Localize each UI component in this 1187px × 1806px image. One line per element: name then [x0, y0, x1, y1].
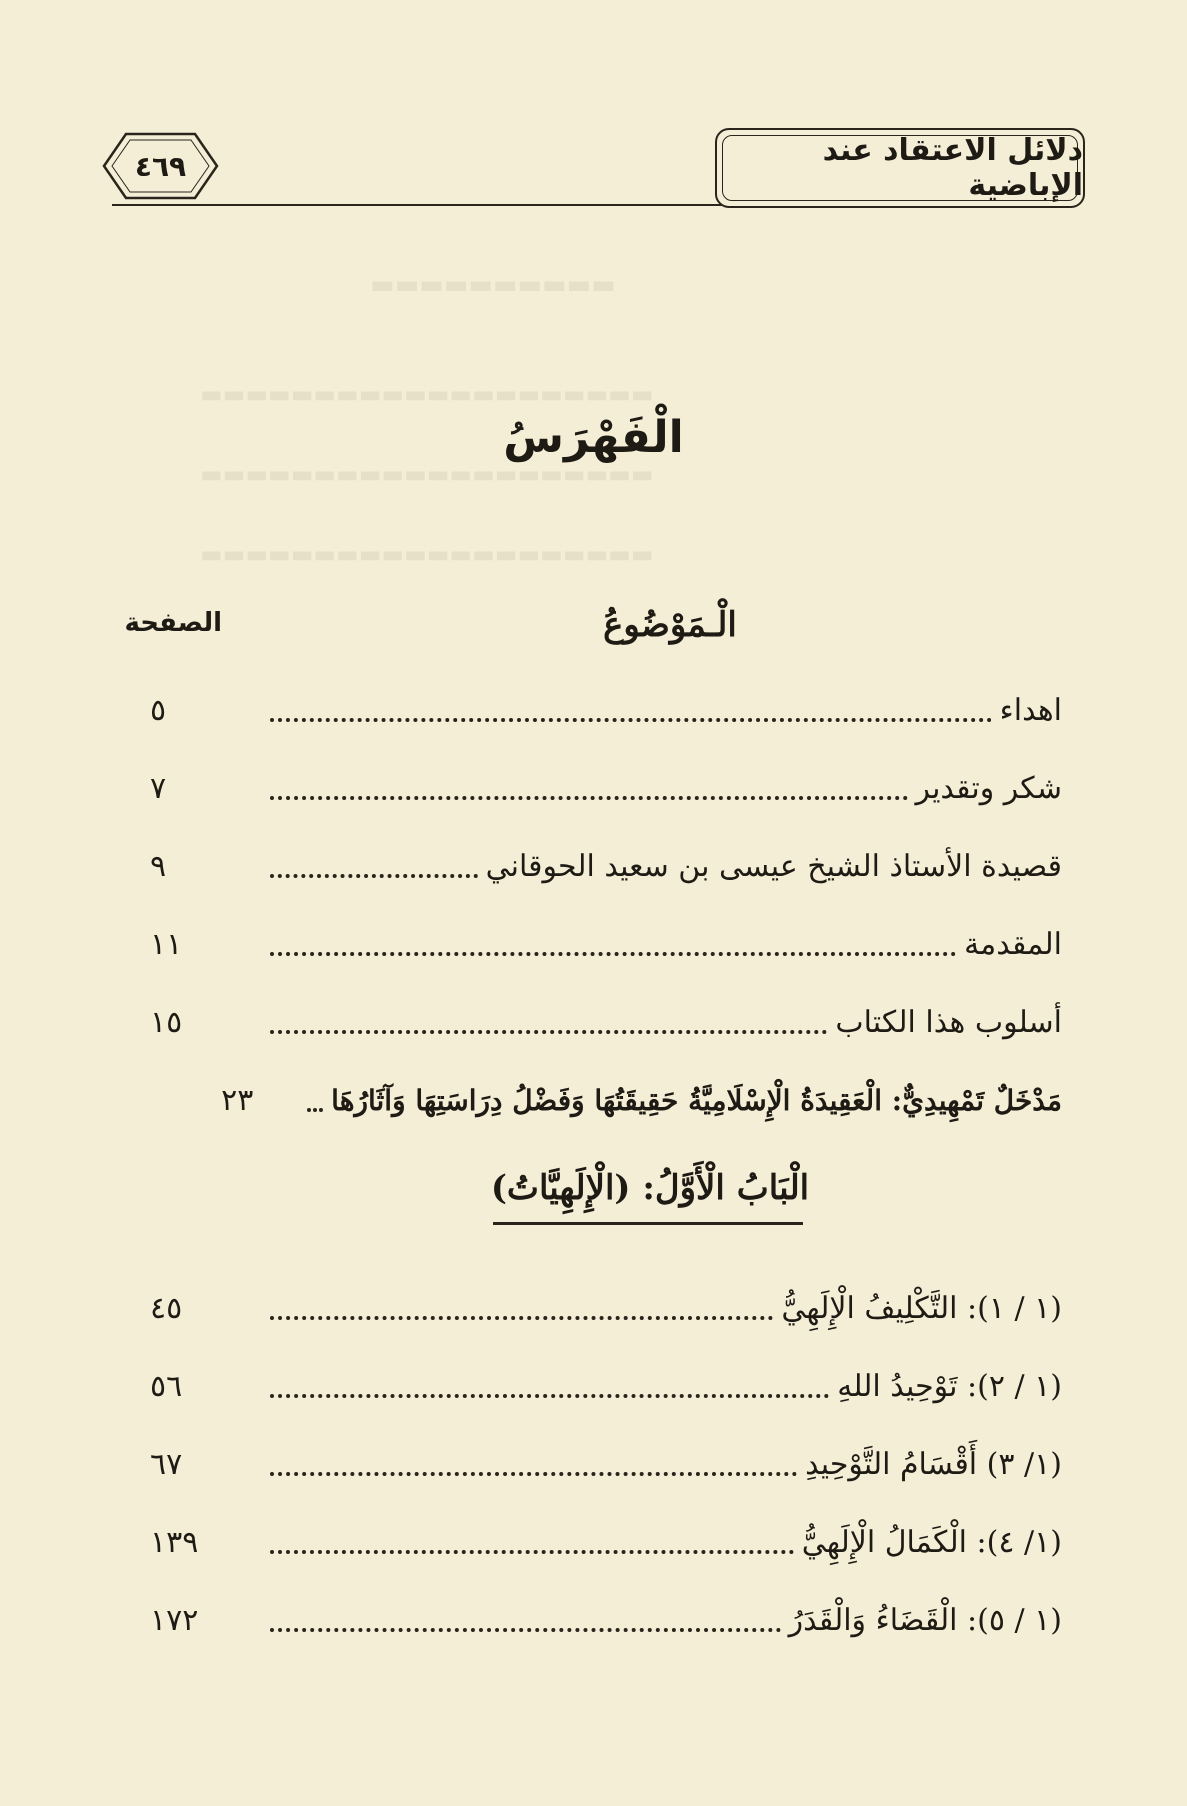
- page-number-badge: [98, 128, 223, 204]
- toc-entry[interactable]: [140, 840, 1062, 890]
- toc-entry-page: ٤٥: [150, 1291, 183, 1326]
- toc-entry-page: ٥٦: [150, 1369, 183, 1404]
- toc-entry-page: ١٥: [150, 1005, 183, 1040]
- running-head-frame: [715, 128, 1085, 208]
- toc-entry-title: قصيدة الأستاذ الشيخ عيسى بن سعيد الحوقاني: [485, 849, 1062, 884]
- index-title: الْفَهْرَسُ: [503, 412, 684, 463]
- toc-entry-page: ٢٣: [221, 1083, 254, 1118]
- leader-dots: [270, 794, 908, 800]
- chapter-heading: الْبَابُ الْأَوَّلُ: (الْإِلَهِيَّاتُ): [490, 1168, 810, 1208]
- column-header-page: الصفحة: [124, 608, 222, 638]
- leader-dots: [270, 1626, 781, 1632]
- toc-entry[interactable]: [140, 1360, 1062, 1410]
- toc-entry[interactable]: [140, 1282, 1062, 1332]
- toc-entry[interactable]: [140, 996, 1062, 1046]
- toc-entry[interactable]: [140, 1594, 1062, 1644]
- toc-entry-title: (١ / ٥): الْقَضَاءُ وَالْقَدَرُ: [788, 1603, 1062, 1638]
- leader-dots: [270, 1470, 797, 1476]
- show-through-shadow: ▬▬▬▬▬▬▬▬▬▬▬▬▬▬▬▬▬▬▬▬: [200, 540, 654, 568]
- toc-entry-title: شكر وتقدير: [915, 771, 1062, 806]
- toc-entry-title: اهداء: [999, 693, 1062, 728]
- toc-entry-page: ٦٧: [150, 1447, 183, 1482]
- show-through-shadow: ▬▬▬▬▬▬▬▬▬▬▬▬▬▬▬▬▬▬▬▬: [200, 460, 654, 488]
- toc-entry[interactable]: [140, 1074, 1062, 1124]
- toc-entry-title: (١ / ٢): تَوْحِيدُ اللهِ: [837, 1369, 1062, 1404]
- toc-entry-title: (١/ ٤): الْكَمَالُ الْإِلَهِيُّ: [801, 1525, 1062, 1560]
- toc-entry-title: مَدْخَلٌ تَمْهِيدِيٌّ: الْعَقِيدَةُ الْإِسْلَامِيَّةُ حَقِيقَتُهَا وَفَضْلُ دِرَاسَتِهَا وَآثَارُهَا: [331, 1084, 1062, 1117]
- toc-entry-page: ٥: [150, 693, 167, 728]
- toc-entry[interactable]: [140, 762, 1062, 812]
- toc-entry-title: أسلوب هذا الكتاب: [835, 1005, 1062, 1040]
- toc-entry-page: ٩: [150, 849, 167, 884]
- leader-dots: [270, 716, 992, 722]
- toc-entry-page: ١٧٢: [150, 1603, 199, 1638]
- show-through-shadow: ▬▬▬▬▬▬▬▬▬▬▬▬▬▬▬▬▬▬▬▬: [200, 380, 654, 408]
- show-through-shadow: ▬▬▬▬▬▬▬▬▬▬: [370, 270, 616, 300]
- toc-entry-page: ٧: [150, 771, 167, 806]
- leader-dots: [270, 1392, 829, 1398]
- toc-entry[interactable]: [140, 1438, 1062, 1488]
- toc-entry-page: ١١: [150, 927, 183, 962]
- page-number: ٤٦٩: [134, 149, 187, 183]
- book-title: دلائل الاعتقاد عند الإباضية: [822, 133, 1083, 203]
- toc-entry-page: ١٣٩: [150, 1525, 199, 1560]
- toc-entry[interactable]: [140, 1516, 1062, 1566]
- toc-entry-title: (١/ ٣) أَقْسَامُ التَّوْحِيدِ: [805, 1447, 1062, 1482]
- chapter-underline: [493, 1222, 803, 1225]
- toc-entry[interactable]: [140, 684, 1062, 734]
- toc-entry[interactable]: [140, 918, 1062, 968]
- column-header-topic: الْـمَوْضُوعُ: [603, 605, 737, 645]
- leader-dots: [307, 1106, 323, 1112]
- leader-dots: [270, 950, 956, 956]
- leader-dots: [270, 872, 478, 878]
- leader-dots: [270, 1548, 794, 1554]
- toc-entry-title: المقدمة: [964, 927, 1062, 962]
- leader-dots: [270, 1028, 827, 1034]
- toc-entry-title: (١ / ١): التَّكْلِيفُ الْإِلَهِيُّ: [781, 1291, 1062, 1326]
- leader-dots: [270, 1314, 773, 1320]
